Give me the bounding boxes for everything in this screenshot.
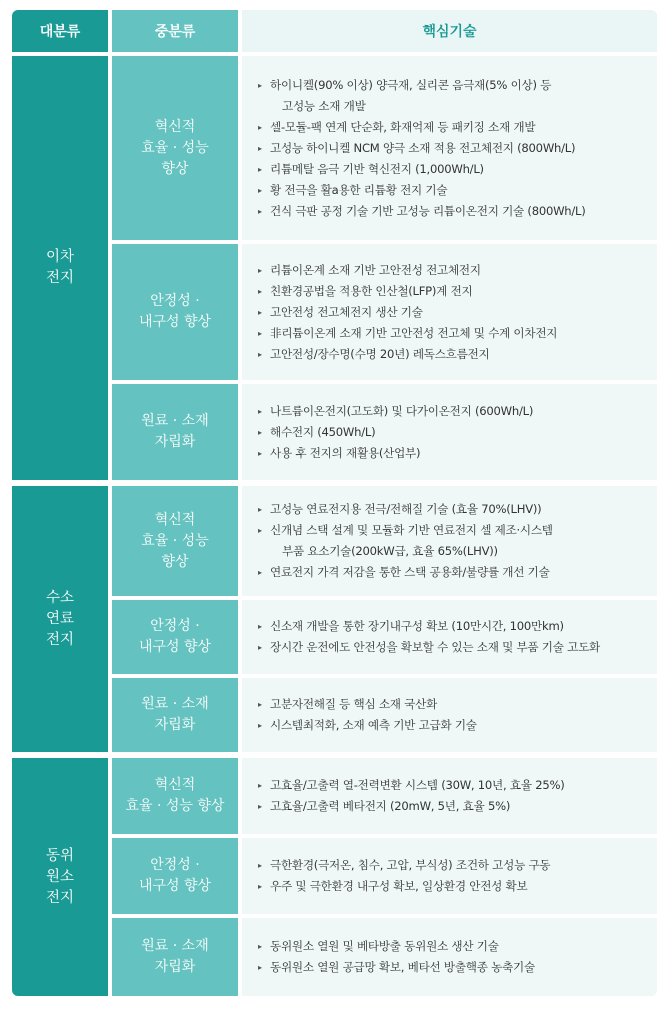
list-item: ▸ 해수전지 (450Wh/L) [270, 422, 533, 443]
subcategory-independence: 원료 · 소재 자립화 [112, 918, 238, 996]
core-tech-list [242, 244, 657, 380]
category-hydrogen-fuel-cell: 수소 연료 전지 [12, 486, 108, 752]
subcategory-stability: 안정성 · 내구성 향상 [112, 600, 238, 674]
list-item-continued: 부품 요소기술(200kW급, 효율 65%(LHV)) [282, 544, 498, 558]
core-tech-list [242, 838, 657, 914]
list-item: ▸ 고효율/고출력 열-전력변환 시스템 (30W, 10년, 효율 25%) [270, 775, 565, 796]
subcategory-independence: 원료 · 소재 자립화 [112, 678, 238, 752]
core-tech-list [242, 600, 657, 674]
list-item: ▸ 동위원소 열원 공급망 확보, 베타선 방출핵종 농축기술 [270, 957, 535, 978]
list-item: ▸ 연료전지 가격 저감을 통한 스택 공용화/불량률 개선 기술 [270, 562, 553, 583]
list-item: ▸ 고성능 하이니켈 NCM 양극 소재 적용 전고체전지 (800Wh/L) [270, 138, 586, 159]
list-item-continued: 고성능 소재 개발 [282, 98, 366, 113]
list-item: ▸ 하이니켈(90% 이상) 양극재, 실리콘 음극재(5% 이상) 등 [270, 75, 586, 96]
list-item: ▸ 사용 후 전지의 재활용(산업부) [270, 443, 533, 464]
subcategory-efficiency: 혁신적 효율 · 성능 향상 [112, 56, 238, 240]
list-item: ▸ 건식 극판 공정 기술 기반 고성능 리튬이온전지 기술 (800Wh/L) [270, 201, 586, 222]
list-item: ▸ 非리튬이온계 소재 기반 고안전성 전고체 및 수계 이차전지 [270, 323, 557, 344]
list-item: ▸ 동위원소 열원 및 베타방출 동위원소 생산 기술 [270, 936, 535, 957]
list-item: ▸ 친환경공법을 적용한 인산철(LFP)계 전지 [270, 281, 557, 302]
list-item: ▸ 극한환경(극저온, 침수, 고압, 부식성) 조건하 고성능 구동 [270, 855, 550, 876]
header-mid: 중분류 [112, 10, 238, 52]
list-item: ▸ 리튬이온계 소재 기반 고안전성 전고체전지 [270, 260, 557, 281]
list-item: ▸ 우주 및 극한환경 내구성 확보, 일상환경 안전성 확보 [270, 876, 550, 897]
core-tech-list [242, 678, 657, 752]
list-item: ▸ 황 전극을 활a용한 리튬황 전지 기술 [270, 180, 586, 201]
list-item: ▸ 시스템최적화, 소재 예측 기반 고급화 기술 [270, 715, 477, 736]
subcategory-independence: 원료 · 소재 자립화 [112, 384, 238, 480]
list-item: ▸ 신개념 스택 설계 및 모듈화 기반 연료전지 셀 제조·시스템 [270, 520, 553, 541]
list-item: ▸ 고안전성/장수명(수명 20년) 레독스흐름전지 [270, 344, 557, 365]
core-tech-list [242, 486, 657, 596]
core-tech-list [242, 918, 657, 996]
subcategory-efficiency: 혁신적 효율 · 성능 향상 [112, 486, 238, 596]
list-item: ▸ 나트륨이온전지(고도화) 및 다가이온전지 (600Wh/L) [270, 401, 533, 422]
list-item: ▸ 고분자전해질 등 핵심 소재 국산화 [270, 694, 477, 715]
list-item: ▸ 고성능 연료전지용 전극/전해질 기술 (효율 70%(LHV)) [270, 499, 553, 520]
list-item: ▸ 고효율/고출력 베타전지 (20mW, 5년, 효율 5%) [270, 796, 565, 817]
list-item: ▸ 리튬메탈 음극 기반 혁신전지 (1,000Wh/L) [270, 159, 586, 180]
list-item: ▸ 셀-모듈-팩 연계 단순화, 화재억제 등 패키징 소재 개발 [270, 117, 586, 138]
header-major: 대분류 [12, 10, 108, 52]
core-tech-list [242, 758, 657, 834]
list-item: ▸ 신소재 개발을 통한 장기내구성 확보 (10만시간, 100만km) [270, 616, 600, 637]
core-tech-list [242, 384, 657, 480]
category-isotope-battery: 동위 원소 전지 [12, 758, 108, 996]
core-tech-list [242, 56, 657, 240]
list-item: ▸ 고안전성 전고체전지 생산 기술 [270, 302, 557, 323]
subcategory-stability: 안정성 · 내구성 향상 [112, 244, 238, 380]
list-item: ▸ 장시간 운전에도 안전성을 확보할 수 있는 소재 및 부품 기술 고도화 [270, 637, 600, 658]
category-secondary-battery: 이차 전지 [12, 56, 108, 480]
subcategory-stability: 안정성 · 내구성 향상 [112, 838, 238, 914]
header-core: 핵심기술 [242, 10, 657, 52]
subcategory-efficiency: 혁신적 효율 · 성능 향상 [112, 758, 238, 834]
